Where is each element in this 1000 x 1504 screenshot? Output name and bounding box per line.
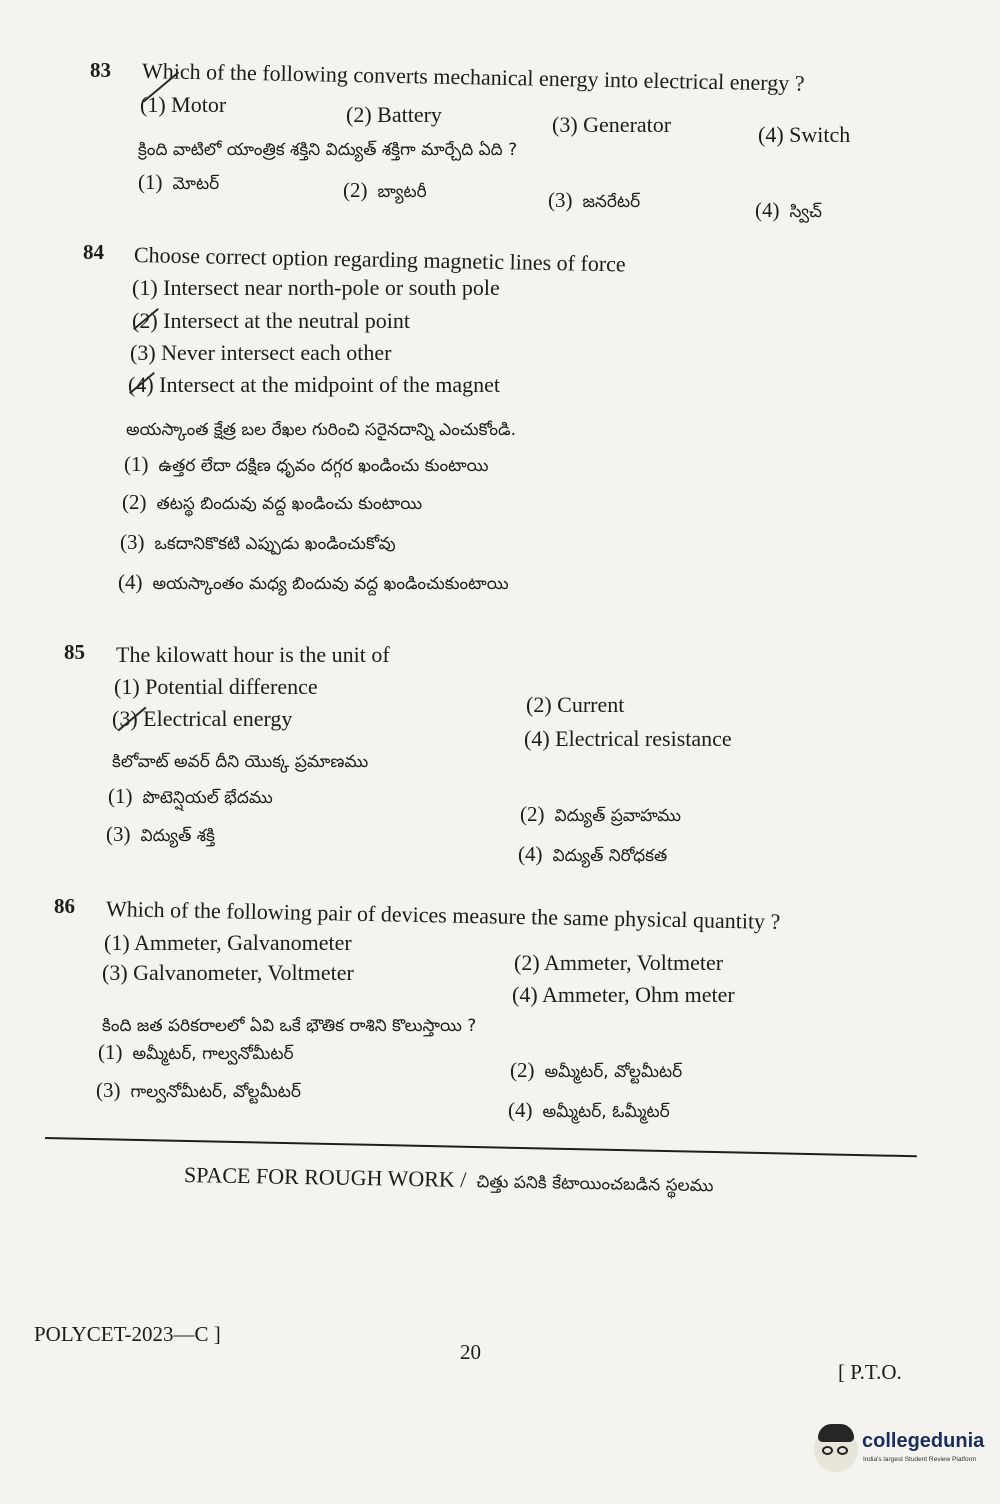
option-en: (1) Intersect near north-pole or south pole [132, 275, 500, 300]
option-number: (3) [120, 530, 145, 554]
option-te-text: ఒకదానికొకటి ఎప్పుడు ఖండించుకోవు [154, 534, 396, 554]
option-te-text: గాల్వనోమీటర్, వోల్టమీటర్ [130, 1082, 301, 1102]
option-te-text: పొటెన్షియల్ భేదము [142, 788, 273, 808]
option-te [108, 784, 273, 812]
divider-line [45, 1137, 917, 1157]
option-te-text: అమ్మీటర్, వోల్టమీటర్ [544, 1062, 683, 1082]
option-te [520, 802, 681, 830]
option-number: (4) [755, 198, 780, 222]
option-number: (2) [122, 490, 147, 514]
option-en: (1) Ammeter, Galvanometer [104, 930, 352, 955]
pto-label: [ P.T.O. [838, 1360, 902, 1384]
option-number: (3) [96, 1078, 121, 1102]
option-te [508, 1098, 670, 1126]
question-text-te: కిలోవాట్ అవర్ దీని యొక్క ప్రమాణము [112, 752, 369, 772]
option-en: (3) Generator [552, 112, 672, 137]
option-en: (4) Ammeter, Ohm meter [512, 982, 735, 1007]
question-text-en: Choose correct option regarding magnetic lines of force [133, 242, 626, 277]
option-en: (2) Intersect at the neutral point [132, 308, 410, 333]
option-te [138, 170, 219, 198]
option-te-text: అయస్కాంతం మధ్య బిందువు వద్ద ఖండించుకుంటాయి [152, 574, 509, 594]
option-te-text: అమ్మీటర్, గాల్వనోమీటర్ [132, 1044, 294, 1064]
question-text-te: కింది జత పరికరాలలో ఏవి ఒకే భౌతిక రాశిని కొలుస్తాయి ? [102, 1016, 477, 1036]
option-te-text: బ్యాటరీ [377, 182, 427, 202]
option-te-text: ఉత్తర లేదా దక్షిణ ధృవం దగ్గర ఖండించు కుంటాయి [158, 456, 489, 476]
option-en: (3) Never intersect each other [130, 340, 392, 365]
option-en: (1) Potential difference [114, 674, 318, 699]
exam-code: POLYCET-2023—C ] [34, 1322, 221, 1346]
option-te-text: విద్యుత్ ప్రవాహము [554, 806, 681, 826]
option-te-text: స్విచ్ [789, 202, 822, 222]
option-te [122, 490, 422, 518]
option-te [124, 452, 489, 480]
option-te [343, 178, 427, 206]
option-te-text: అమ్మీటర్, ఓమ్మీటర్ [542, 1102, 670, 1122]
option-te [755, 198, 822, 226]
option-en: (4) Switch [758, 122, 851, 147]
option-number: (3) [548, 188, 573, 212]
option-en: (2) Ammeter, Voltmeter [514, 950, 724, 975]
option-number: (2) [343, 178, 368, 202]
question-text-en: The kilowatt hour is the unit of [116, 642, 390, 667]
option-number: (1) [124, 452, 149, 476]
question-number: 84 [83, 240, 104, 264]
option-number: (2) [520, 802, 545, 826]
option-number: (4) [118, 570, 143, 594]
option-number: (4) [518, 842, 543, 866]
mascot-hair [818, 1424, 854, 1442]
option-number: (1) [138, 170, 163, 194]
option-number: (4) [508, 1098, 533, 1122]
question-number: 85 [64, 640, 85, 664]
question-number: 83 [90, 58, 111, 82]
option-te [96, 1078, 301, 1106]
option-te [118, 570, 509, 598]
option-te [548, 188, 640, 216]
option-en: (4) Intersect at the midpoint of the magnet [128, 372, 501, 397]
question-text-en: Which of the following converts mechanical energy into electrical energy ? [141, 58, 805, 96]
option-te [510, 1058, 682, 1086]
option-number: (3) [106, 822, 131, 846]
question-text-te: క్రింది వాటిలో యాంత్రిక శక్తిని విద్యుత్ శక్తిగా మార్చేది ఏది ? [138, 140, 518, 160]
rough-work-te: చిత్తు పనికి కేటాయించబడిన స్థలము [476, 1172, 714, 1197]
rough-work-heading [184, 1162, 714, 1200]
option-te-text: విద్యుత్ శక్తి [140, 826, 215, 846]
option-number: (1) [108, 784, 133, 808]
option-en: (4) Electrical resistance [524, 726, 732, 751]
option-te [518, 842, 667, 870]
page-number: 20 [460, 1340, 481, 1364]
question-text-te: అయస్కాంత క్షేత్ర బల రేఖల గురించి సరైనదాన్ని ఎంచుకోండి. [126, 420, 516, 440]
logo-tagline: India's largest Student Review Platform [863, 1456, 977, 1463]
option-te [120, 530, 396, 558]
question-text-en: Which of the following pair of devices measure the same physical quantity ? [105, 896, 781, 934]
glasses-icon [822, 1446, 850, 1456]
option-en: (3) Galvanometer, Voltmeter [102, 960, 354, 985]
collegedunia-logo [814, 1424, 994, 1480]
option-te-text: జనరేటర్ [582, 192, 641, 212]
option-en: (2) Battery [346, 102, 442, 127]
option-en: (3) Electrical energy [112, 706, 293, 731]
option-number: (1) [98, 1040, 123, 1064]
option-number: (2) [510, 1058, 535, 1082]
question-number: 86 [54, 894, 75, 918]
option-te-text: తటస్థ బిందువు వద్ద ఖండించు కుంటాయి [156, 494, 423, 514]
logo-name: collegedunia [862, 1430, 985, 1452]
option-te [98, 1040, 294, 1068]
option-te-text: విద్యుత్ నిరోధకత [552, 846, 668, 866]
option-en: (1) Motor [140, 92, 227, 117]
option-en: (2) Current [526, 692, 625, 717]
option-te-text: మోటర్ [172, 174, 220, 194]
option-te [106, 822, 215, 850]
rough-work-en: SPACE FOR ROUGH WORK / [183, 1162, 467, 1192]
